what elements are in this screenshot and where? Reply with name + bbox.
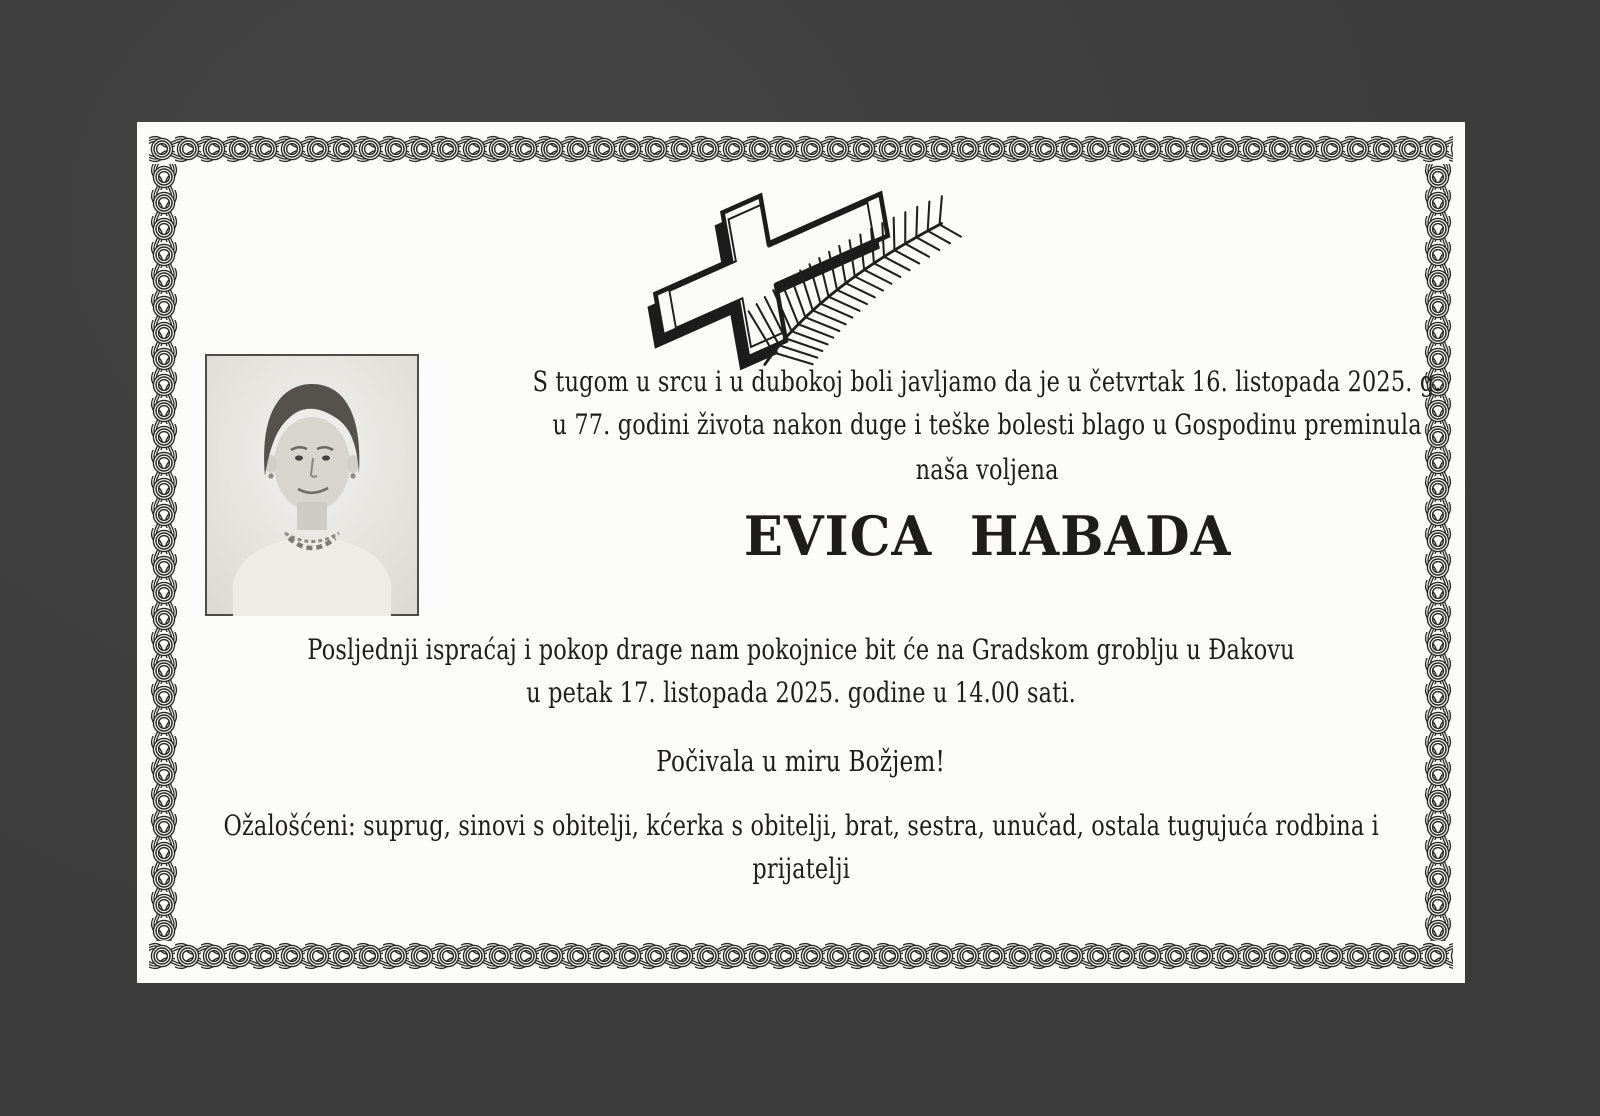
cross-and-palm-icon bbox=[623, 184, 963, 362]
intro-section bbox=[205, 354, 1442, 616]
deceased-portrait-photo bbox=[205, 354, 419, 616]
deceased-name: EVICA HABADA bbox=[743, 504, 1231, 568]
mourners-line: prijatelji bbox=[752, 852, 850, 885]
funeral-details bbox=[137, 628, 1465, 714]
announcement-line: u 77. godini života nakon duge i teške bolesti blago u Gospodinu preminula bbox=[552, 408, 1422, 441]
announcement-lead-in: naša voljena bbox=[915, 453, 1059, 486]
farewell-line: Počivala u miru Božjem! bbox=[656, 744, 946, 778]
farewell-section bbox=[137, 740, 1465, 783]
mourners-line: Ožalošćeni: suprug, sinovi s obitelji, kćerka s obitelji, brat, sestra, unučad, ostala tugujuća rodbina i bbox=[223, 809, 1379, 842]
funeral-line: Posljednji ispraćaj i pokop drage nam pokojnice bit će na Gradskom groblju u Đakovu bbox=[307, 633, 1295, 666]
announcement-line: S tugom u srcu i u dubokoj boli javljamo da je u četvrtak 16. listopada 2025. g. bbox=[532, 365, 1442, 398]
mourners-section bbox=[137, 804, 1465, 890]
announcement-text bbox=[533, 360, 1442, 491]
obituary-card bbox=[137, 122, 1465, 983]
funeral-line: u petak 17. listopada 2025. godine u 14.00 sati. bbox=[526, 676, 1076, 709]
